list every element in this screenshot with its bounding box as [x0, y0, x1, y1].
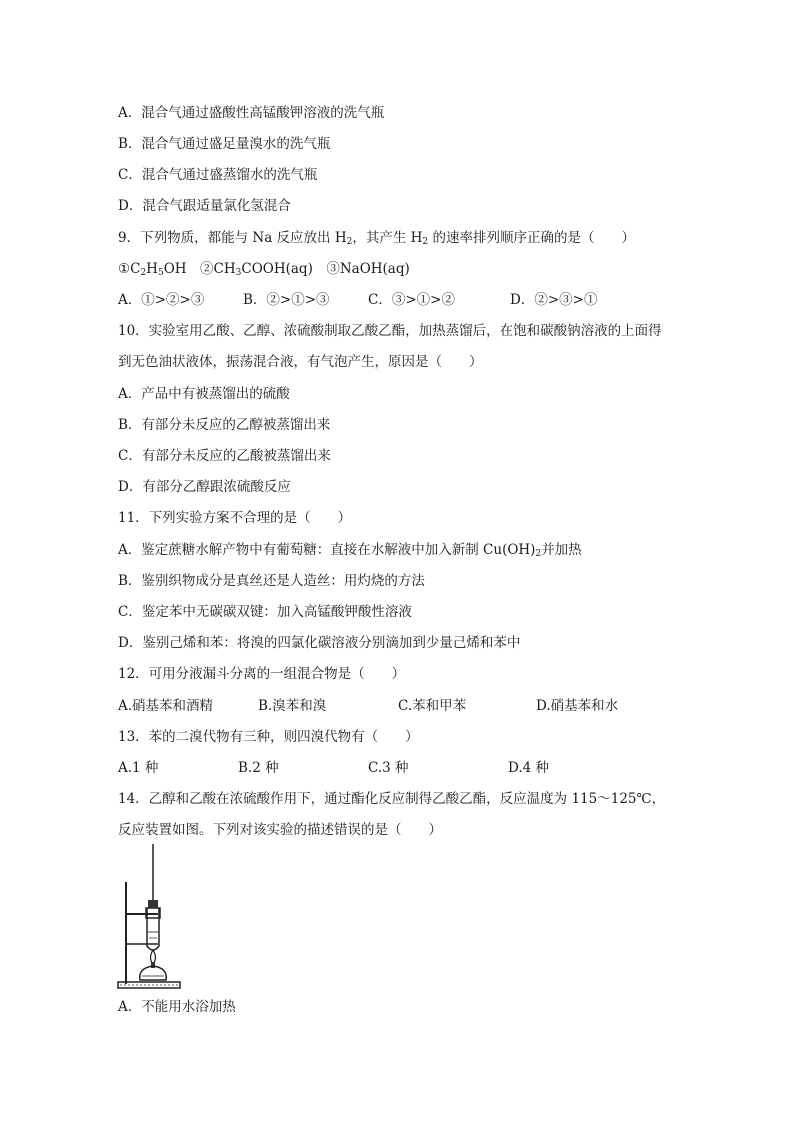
q9-option-c: C．③>①>②: [368, 292, 455, 308]
q14-stem-line2: 反应装置如图。下列对该实验的描述错误的是（ ）: [118, 822, 442, 838]
q8-option-c: C．混合气通过盛蒸馏水的洗气瓶: [118, 167, 318, 183]
q9-stem: 9．下列物质，都能与 Na 反应放出 $H_2$，其产生 $H_2$ 的速率排列顺序正确的是（ ）: [118, 230, 635, 247]
q11-option-a: A．鉴定蔗糖水解产物中有葡萄糖：直接在水解液中加入新制 $Cu(OH)_2$并加热: [118, 542, 582, 559]
q12-stem: 12．可用分液漏斗分离的一组混合物是（ ）: [118, 666, 406, 682]
q9-option-d: D．②>③>①: [510, 292, 598, 308]
q9-option-b: B．②>①>③: [243, 292, 330, 308]
q13-option-c: C.3 种: [368, 760, 409, 776]
q9-option-a: A．①>②>③: [118, 292, 205, 308]
q12-option-c: C.苯和甲苯: [398, 698, 467, 714]
q10-stem-line1: 10．实验室用乙酸、乙醇、浓硫酸制取乙酸乙酯，加热蒸馏后，在饱和碳酸钠溶液的上面得: [118, 323, 662, 339]
q12-option-b: B.溴苯和溴: [258, 698, 327, 714]
q9-items: $①C_2H_5OH$ $②CH_3COOH(aq)$ ③NaOH(aq): [118, 261, 410, 278]
q13-option-b: B.2 种: [238, 760, 279, 776]
q13-option-d: D.4 种: [508, 760, 550, 776]
q11-option-b: B．鉴别织物成分是真丝还是人造丝：用灼烧的方法: [118, 573, 425, 589]
q10-option-a: A．产品中有被蒸馏出的硫酸: [118, 386, 290, 402]
flame: [151, 950, 156, 964]
q10-option-c: C．有部分未反应的乙酸被蒸馏出来: [118, 448, 331, 464]
q14-stem-line1: 14．乙醇和乙酸在浓硫酸作用下，通过酯化反应制得乙酸乙酯，反应温度为 115～125℃，: [118, 791, 666, 807]
q10-option-b: B．有部分未反应的乙醇被蒸馏出来: [118, 417, 331, 433]
q13-option-a: A.1 种: [118, 760, 159, 776]
q11-option-d: D．鉴别己烯和苯：将溴的四氯化碳溶液分别滴加到少量己烯和苯中: [118, 635, 521, 651]
q8-option-b: B．混合气通过盛足量溴水的洗气瓶: [118, 136, 331, 152]
alcohol-lamp: [140, 966, 166, 980]
stopper: [148, 900, 158, 908]
q11-stem: 11．下列实验方案不合理的是（ ）: [118, 510, 352, 526]
q14-option-a: A．不能用水浴加热: [118, 999, 236, 1015]
q12-option-a: A.硝基苯和酒精: [118, 698, 214, 714]
q10-stem-line2: 到无色油状液体，振荡混合液，有气泡产生，原因是（ ）: [118, 354, 483, 370]
q8-option-a: A．混合气通过盛酸性高锰酸钾溶液的洗气瓶: [118, 105, 385, 121]
q13-stem: 13．苯的二溴代物有三种，则四溴代物有（ ）: [118, 729, 419, 745]
q8-option-d: D．混合气跟适量氯化氢混合: [118, 198, 291, 214]
q10-option-d: D．有部分乙醇跟浓硫酸反应: [118, 479, 291, 495]
reaction-apparatus-figure: [116, 842, 188, 992]
q12-option-d: D.硝基苯和水: [536, 698, 619, 714]
q11-option-c: C．鉴定苯中无碳碳双键：加入高锰酸钾酸性溶液: [118, 604, 412, 620]
